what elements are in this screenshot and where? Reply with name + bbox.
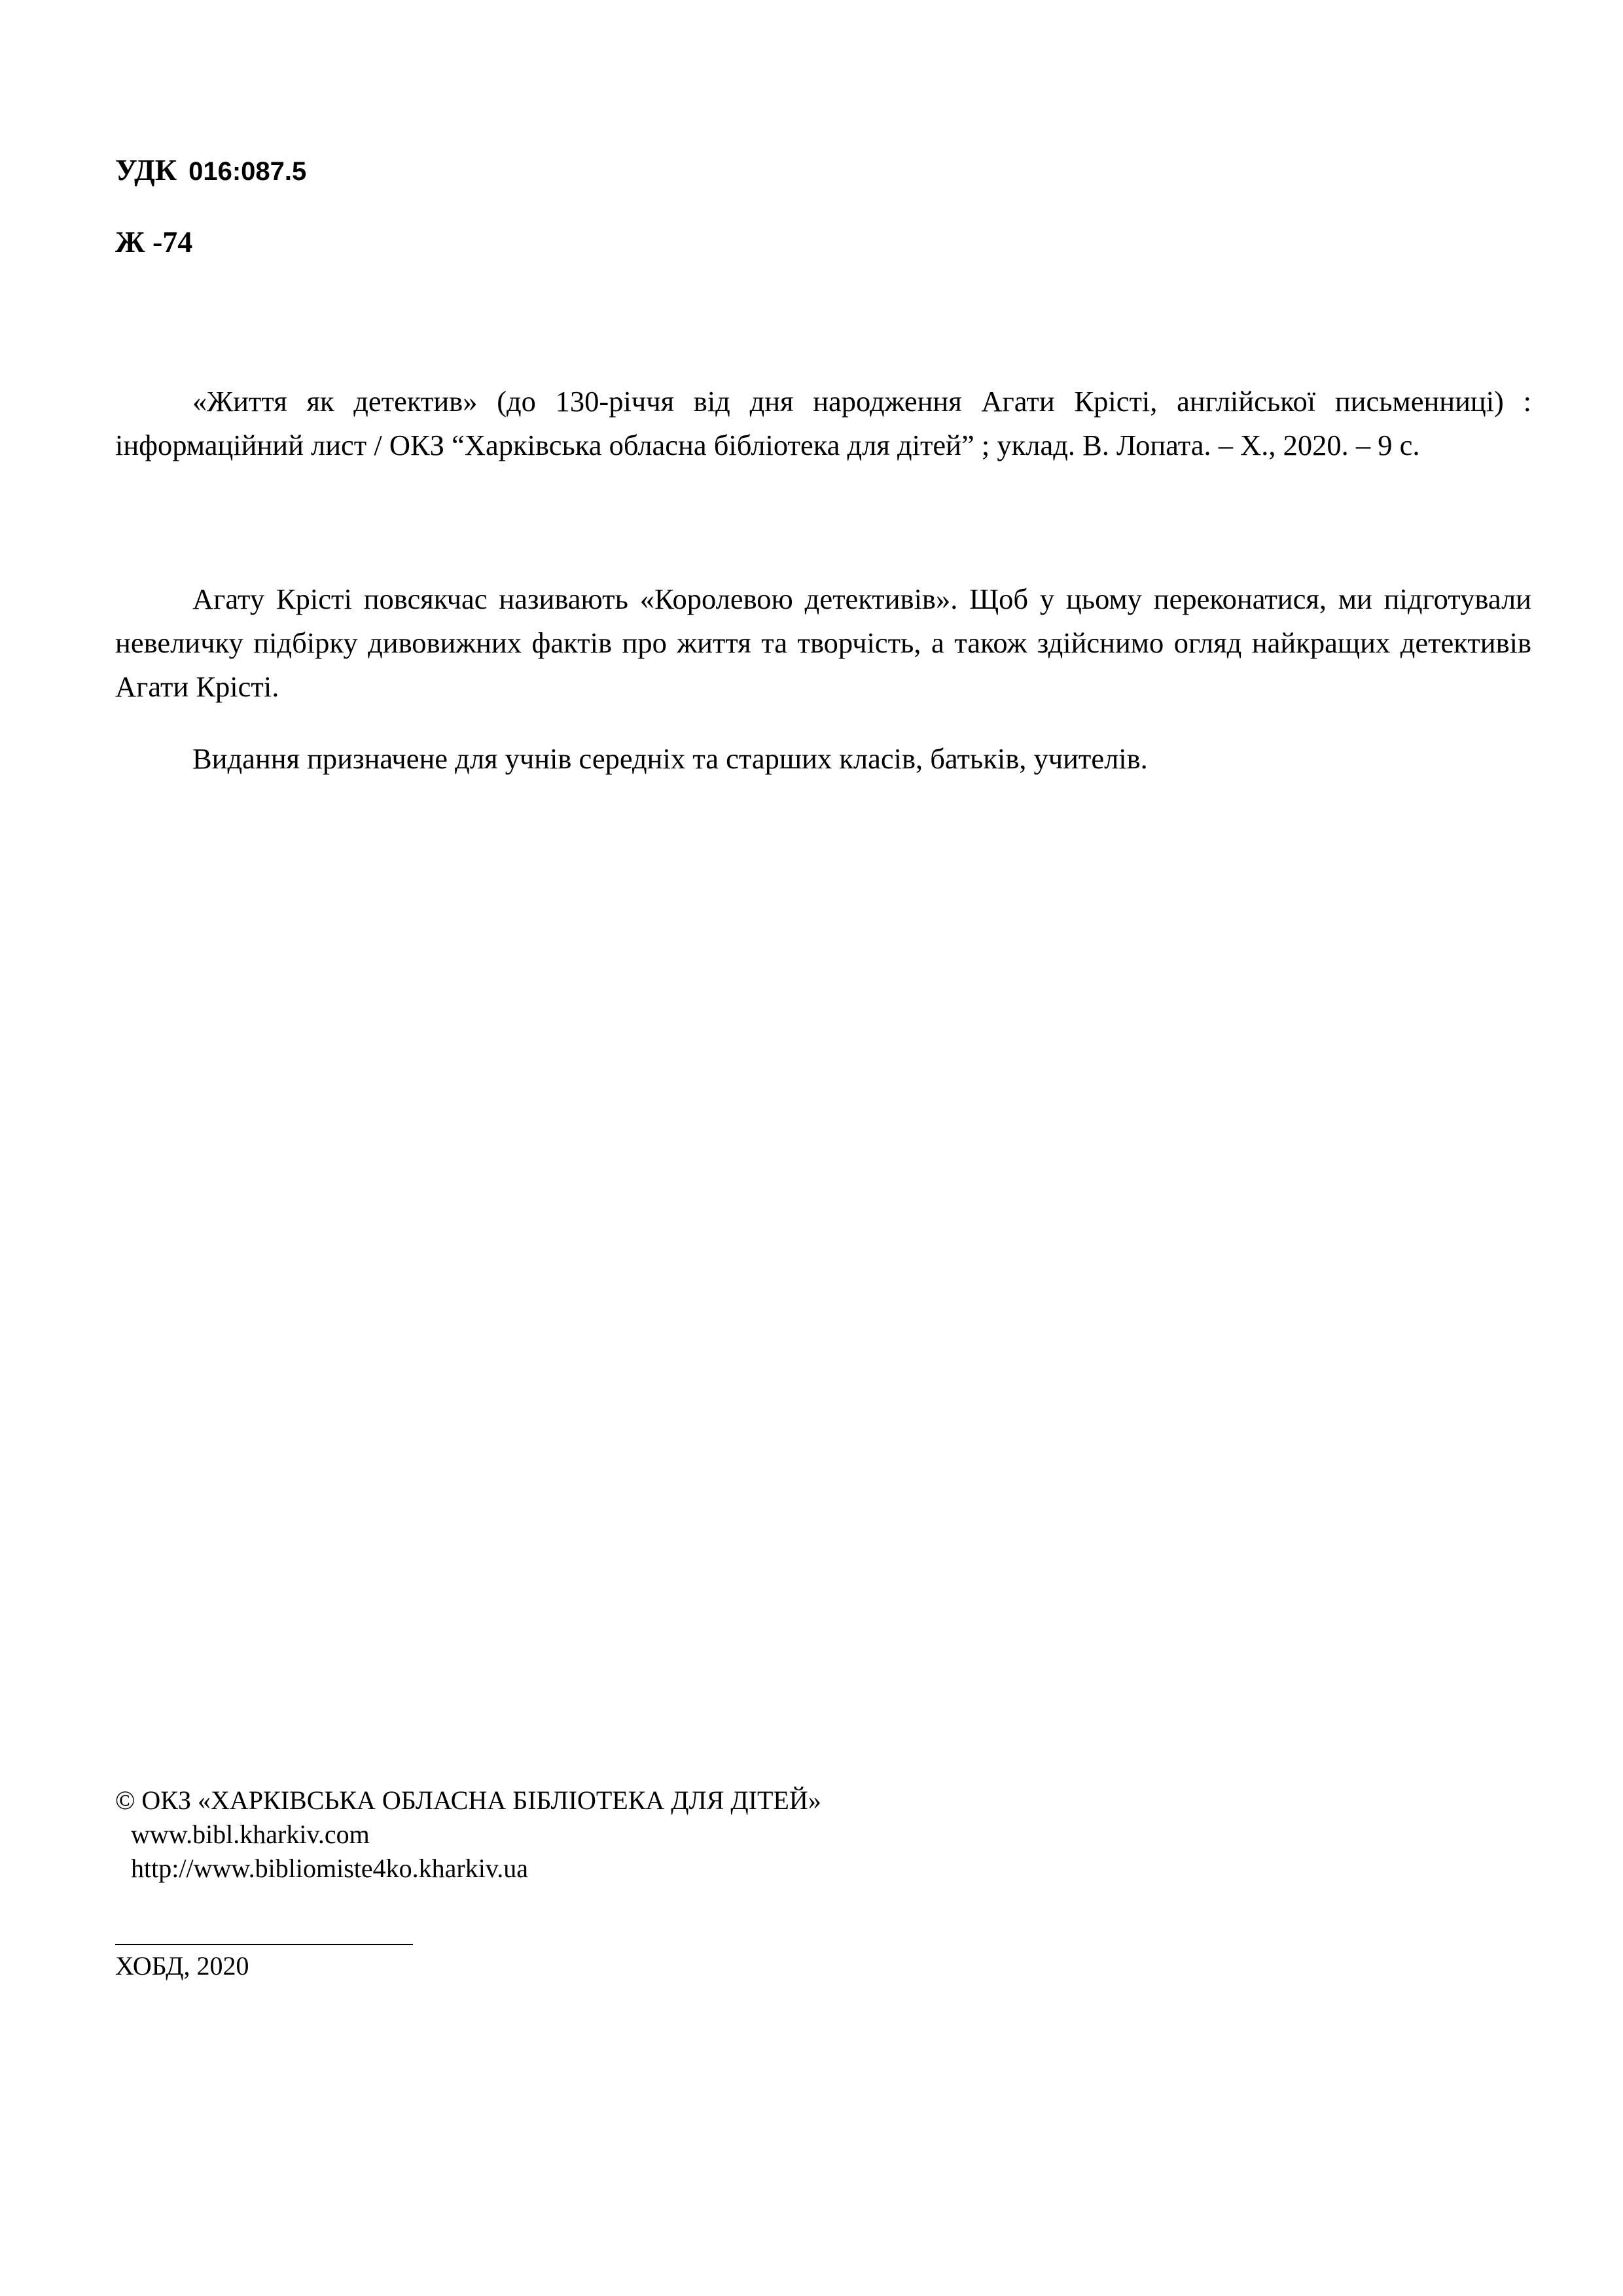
- imprint-line: ХОБД, 2020: [115, 1951, 249, 1981]
- cutter-code: Ж -74: [115, 225, 193, 259]
- udk-code: 016:087.5: [188, 157, 307, 186]
- footer-divider: [115, 1944, 413, 1945]
- annotation-paragraph: Агату Крісті повсякчас називають «Королевою детективів». Щоб у цьому переконатися, ми підготували невеличку підбірку дивовижних фактів про життя та творчість, а також здійснимо огляд найкращих детективів Агати Крісті.: [115, 583, 1531, 703]
- audience-paragraph: Видання призначене для учнів середніх та старших класів, батьків, учителів.: [192, 742, 1148, 775]
- udk-label: УДК: [115, 153, 177, 187]
- bibliographic-record: «Життя як детектив» (до 130-річчя від дня народження Агати Крісті, англійської письменниці) : інформаційний лист / ОКЗ “Харківська обласна бібліотека для дітей” ; уклад. В. Лопата. – Х., 2020. – 9 с.: [115, 385, 1531, 461]
- website-link[interactable]: www.bibl.kharkiv.com: [131, 1820, 370, 1849]
- website-link-secondary[interactable]: http://www.bibliomiste4ko.kharkiv.ua: [131, 1854, 528, 1883]
- udk-classification: [115, 152, 306, 188]
- copyright-line: © ОКЗ «ХАРКІВСЬКА ОБЛАСНА БІБЛІОТЕКА ДЛЯ ДІТЕЙ»: [115, 1785, 821, 1815]
